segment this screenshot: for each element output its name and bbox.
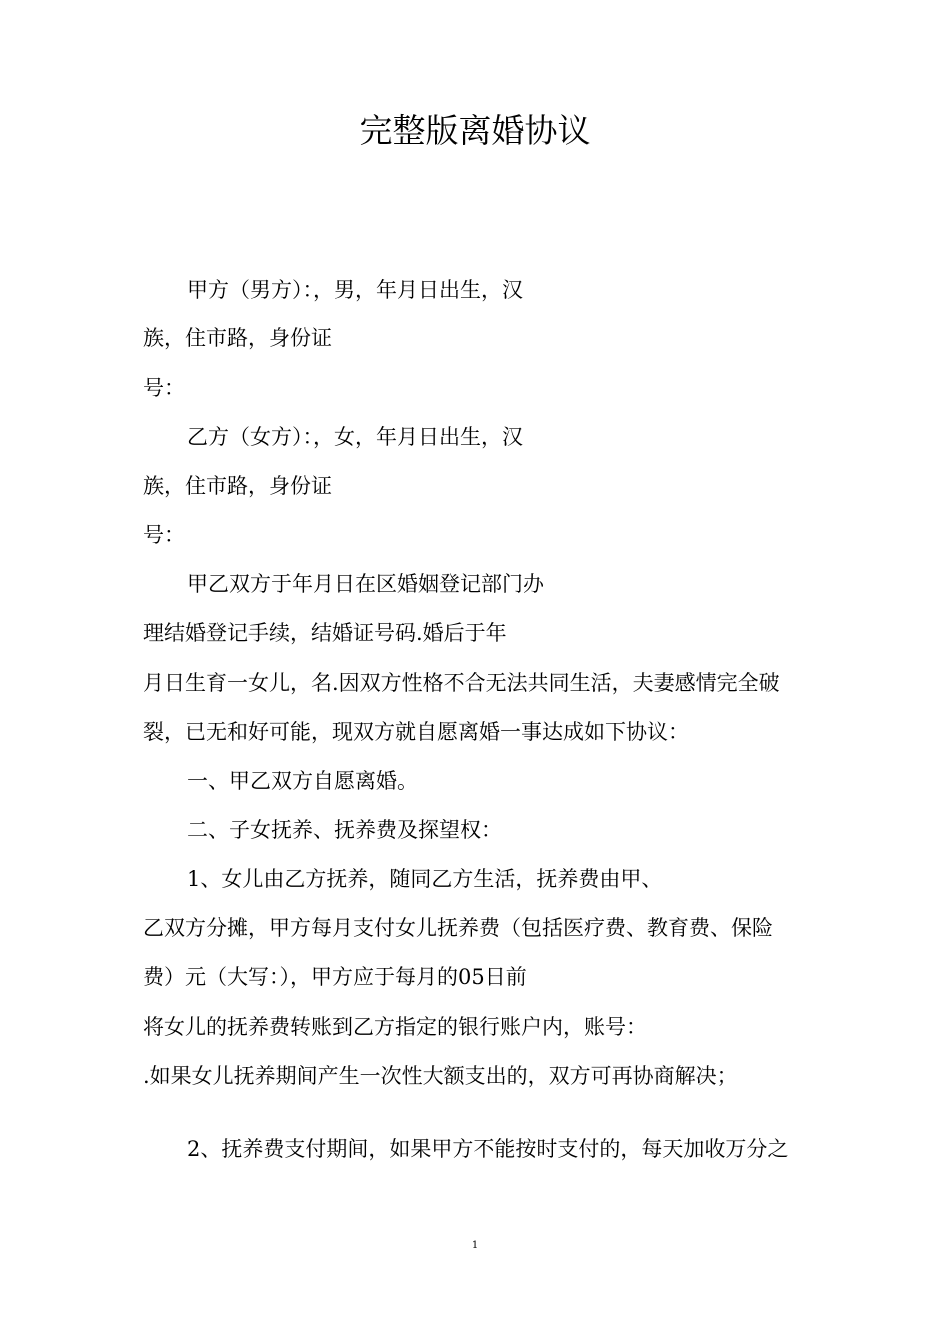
clause-two-heading: 二、子女抚养、抚养费及探望权：: [187, 818, 502, 842]
paragraph-line-marriage-4: 裂，已无和好可能，现双方就自愿离婚一事达成如下协议：: [143, 720, 689, 744]
paragraph-line-party-a: 甲方（男方）：，男，年月日出生，汉: [187, 278, 523, 302]
document-title: 完整版离婚协议: [359, 111, 591, 150]
paragraph-line-party-b-id: 号：: [143, 523, 185, 547]
clause-one: 一、甲乙双方自愿离婚。: [187, 769, 418, 793]
clause-two-item-2-line-1: 2、抚养费支付期间，如果甲方不能按时支付的，每天加收万分之: [187, 1137, 789, 1161]
clause-two-item-1-line-1: 1、女儿由乙方抚养，随同乙方生活，抚养费由甲、: [187, 867, 663, 891]
paragraph-line-marriage-3: 月日生育一女儿，名.因双方性格不合无法共同生活，夫妻感情完全破: [143, 671, 780, 695]
clause-two-item-1-line-3: 费）元（大写：），甲方应于每月的05日前: [143, 965, 527, 989]
paragraph-line-party-a-id: 号：: [143, 376, 185, 400]
clause-two-item-1-line-4: 将女儿的抚养费转账到乙方指定的银行账户内，账号：: [143, 1015, 647, 1039]
clause-two-item-1-line-5: .如果女儿抚养期间产生一次性大额支出的，双方可再协商解决；: [143, 1064, 738, 1088]
paragraph-line-marriage-1: 甲乙双方于年月日在区婚姻登记部门办: [187, 572, 544, 596]
paragraph-line-party-b: 乙方（女方）：，女，年月日出生，汉: [187, 425, 523, 449]
page-number: 1: [471, 1240, 479, 1251]
paragraph-line-party-b-address: 族，住市路，身份证: [143, 474, 332, 498]
paragraph-line-party-a-address: 族，住市路，身份证: [143, 326, 332, 350]
clause-two-item-1-line-2: 乙双方分摊，甲方每月支付女儿抚养费（包括医疗费、教育费、保险: [143, 916, 773, 940]
paragraph-line-marriage-2: 理结婚登记手续，结婚证号码.婚后于年: [143, 621, 507, 645]
